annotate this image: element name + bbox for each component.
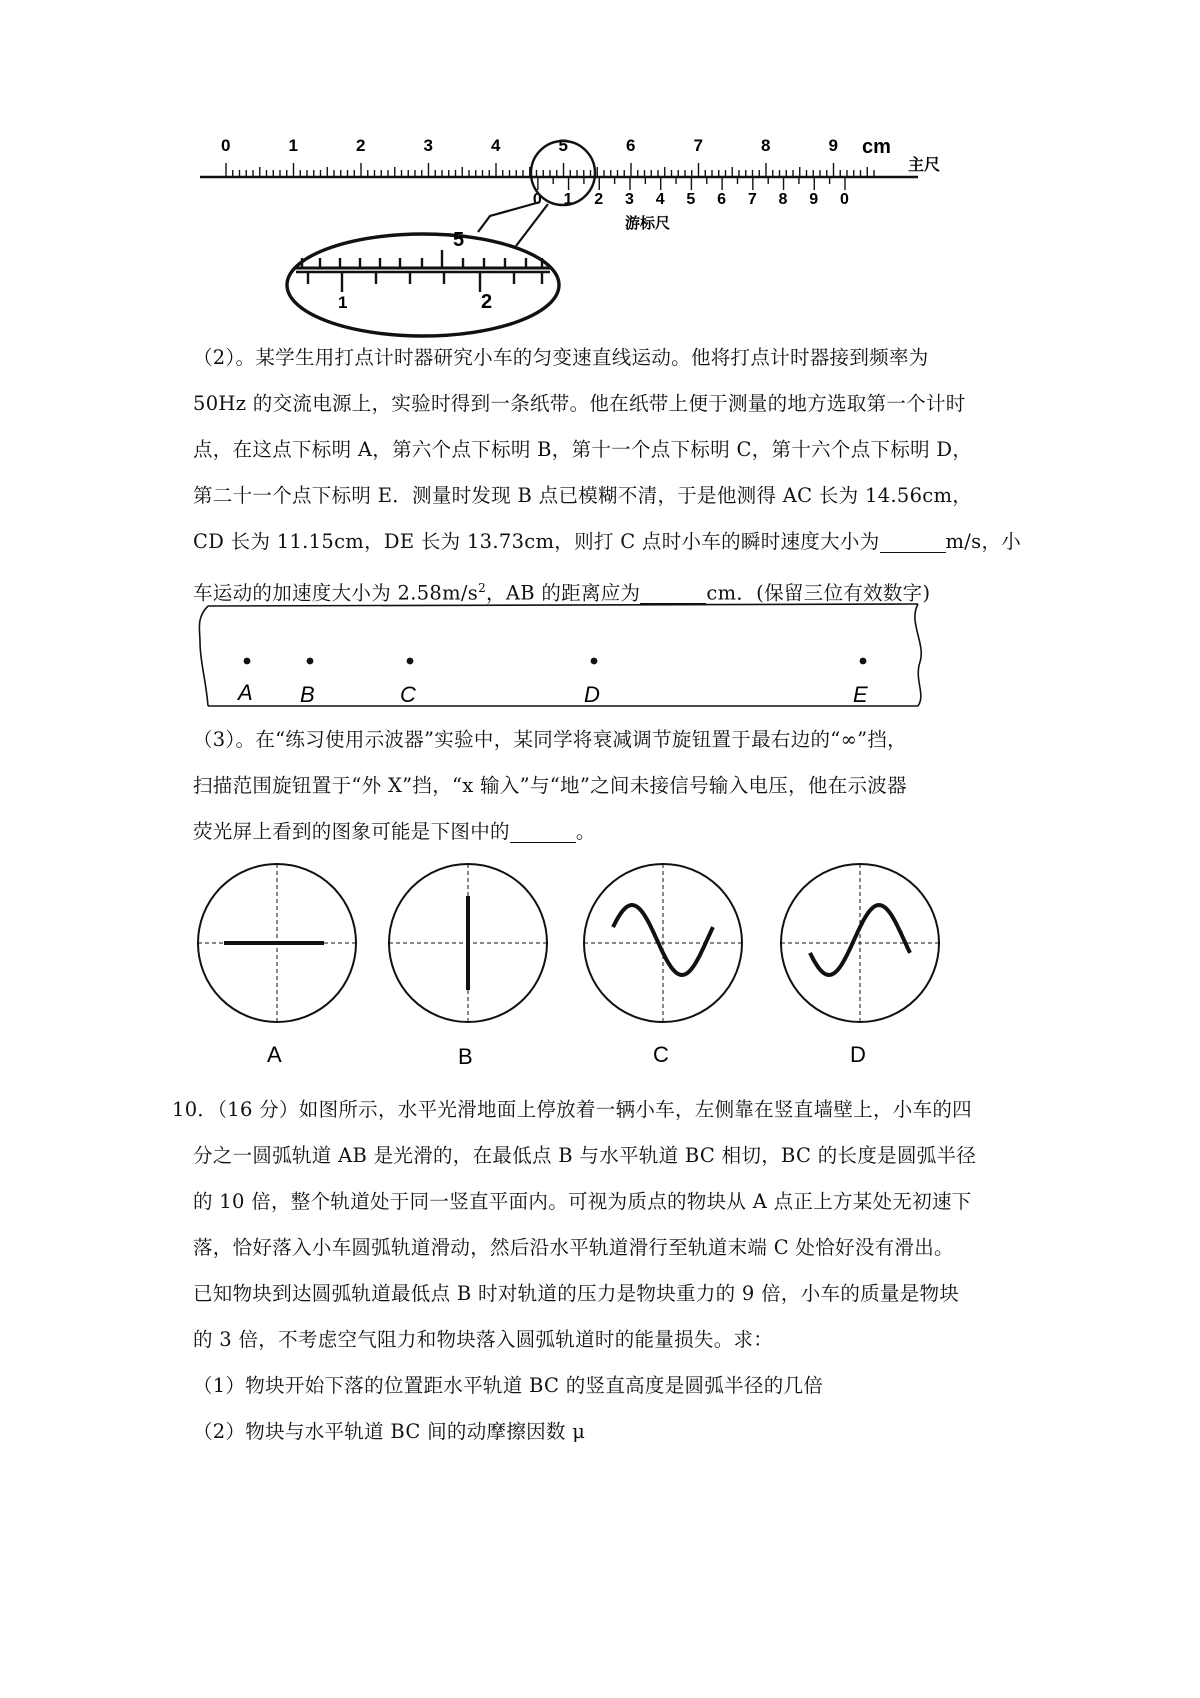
main-scale-number: 9 (828, 136, 838, 155)
main-scale-number: 6 (626, 136, 636, 155)
scope-label-C: C (653, 1042, 669, 1067)
vernier-scale-number: 0 (532, 191, 542, 208)
vernier-scale-number: 1 (563, 191, 573, 208)
q3-line-2: 扫描范围旋钮置于“外 X”挡，“x 输入”与“地”之间未接信号输入电压，他在示波器 (193, 774, 907, 797)
q10-sub-2: （2）物块与水平轨道 BC 间的动摩擦因数 μ (193, 1420, 586, 1443)
main-scale-number: 5 (558, 136, 568, 155)
scope-option-D[interactable] (781, 864, 939, 1067)
main-scale-number: 2 (356, 136, 366, 155)
answer-blank-scope[interactable] (510, 821, 576, 842)
zoom-ellipse (287, 234, 559, 336)
vernier-scale-number: 5 (686, 191, 696, 208)
question-10 (172, 1087, 977, 1455)
svg-text:E: E (853, 682, 868, 707)
tape-point-E (853, 658, 868, 707)
vernier-scale-number: 9 (809, 191, 819, 208)
q2-line-1: （2）。某学生用打点计时器研究小车的匀变速直线运动。他将打点计时器接到频率为 (193, 346, 929, 369)
scope-option-B[interactable] (389, 864, 547, 1069)
q3-line-1: （3）。在“练习使用示波器”实验中，某同学将衰减调节旋钮置于最右边的“∞”挡， (193, 728, 907, 751)
main-scale-number: 3 (423, 136, 433, 155)
question-2 (193, 335, 1022, 617)
vernier-scale-number: 3 (624, 191, 634, 208)
svg-text:D: D (584, 682, 600, 707)
q10-line-2: 分之一圆弧轨道 AB 是光滑的，在最低点 B 与水平轨道 BC 相切，BC 的长度是圆弧半径 (193, 1144, 977, 1167)
q10-line-6: 的 3 倍，不考虑空气阻力和物块落入圆弧轨道时的能量损失。求： (193, 1328, 774, 1351)
svg-text:A: A (238, 680, 253, 705)
q10-sub-1: （1）物块开始下落的位置距水平轨道 BC 的竖直高度是圆弧半径的几倍 (193, 1374, 824, 1397)
tape-point-B (300, 658, 315, 707)
vernier-scale-number: 4 (655, 191, 665, 208)
vernier-scale-number: 2 (594, 191, 604, 208)
main-scale-number: 7 (693, 136, 703, 155)
tape-point-D (584, 658, 600, 707)
main-scale-ticks (226, 163, 874, 177)
q10-line-1: 10．（16 分）如图所示，水平光滑地面上停放着一辆小车，左侧靠在竖直墙壁上，小车的四 (172, 1098, 972, 1121)
vernier-scale-ticks (538, 177, 845, 190)
zoom-number-1: 1 (338, 293, 348, 312)
main-scale-label: 主尺 (908, 157, 941, 174)
q10-line-3: 的 10 倍，整个轨道处于同一竖直平面内。可视为质点的物块从 A 点正上方某处无初速下 (193, 1190, 972, 1213)
scope-option-A[interactable] (198, 864, 356, 1067)
main-scale-number: 8 (761, 136, 771, 155)
main-scale-numbers (221, 136, 838, 155)
answer-blank-velocity[interactable] (880, 531, 946, 552)
zoom-number-2: 2 (481, 291, 493, 313)
q2-line-3: 点，在这点下标明 A，第六个点下标明 B，第十一个点下标明 C，第十六个点下标明 D， (193, 438, 973, 461)
zoom-number-5: 5 (453, 229, 465, 251)
scope-label-A: A (267, 1042, 282, 1067)
main-unit: cm (862, 136, 891, 158)
q2-line-2: 50Hz 的交流电源上，实验时得到一条纸带。他在纸带上便于测量的地方选取第一个计时 (193, 392, 966, 415)
oscilloscope-options (190, 860, 950, 1080)
scope-option-C[interactable] (584, 864, 742, 1067)
q10-line-4: 落，恰好落入小车圆弧轨道滑动，然后沿水平轨道滑行至轨道末端 C 处恰好没有滑出。 (193, 1236, 954, 1259)
vernier-caliper-figure (190, 130, 970, 370)
vernier-scale-number: 7 (747, 191, 757, 208)
scope-label-D: D (850, 1042, 866, 1067)
svg-text:C: C (400, 682, 416, 707)
vernier-scale-label: 游标尺 (625, 215, 671, 232)
scope-label-B: B (458, 1044, 473, 1069)
tape-point-C (400, 658, 416, 707)
vernier-scale-number: 8 (778, 191, 788, 208)
q2-line-5: CD 长为 11.15cm，DE 长为 13.73cm，则打 C 点时小车的瞬时速度大小为 m/s，小 (193, 530, 1022, 553)
question-3 (193, 717, 953, 855)
main-scale-number: 0 (221, 136, 231, 155)
q10-line-5: 已知物块到达圆弧轨道最低点 B 时对轨道的压力是物块重力的 9 倍，小车的质量是物块 (193, 1282, 960, 1305)
paper-tape-figure (190, 596, 930, 714)
q2-line-4: 第二十一个点下标明 E．测量时发现 B 点已模糊不清，于是他测得 AC 长为 14.56cm， (193, 484, 973, 507)
q3-line-3: 荧光屏上看到的图象可能是下图中的 。 (193, 820, 596, 843)
tape-point-A (236, 658, 253, 705)
q2-line-6: 车运动的加速度大小为 $2.58m/s^2$，AB 的距离应为 cm．(保留三位有效数字) (193, 581, 931, 605)
vernier-scale-number: 0 (839, 191, 849, 208)
main-scale-number: 1 (288, 136, 298, 155)
vernier-scale-number: 6 (717, 191, 727, 208)
svg-text:B: B (300, 682, 315, 707)
main-scale-number: 4 (491, 136, 501, 155)
